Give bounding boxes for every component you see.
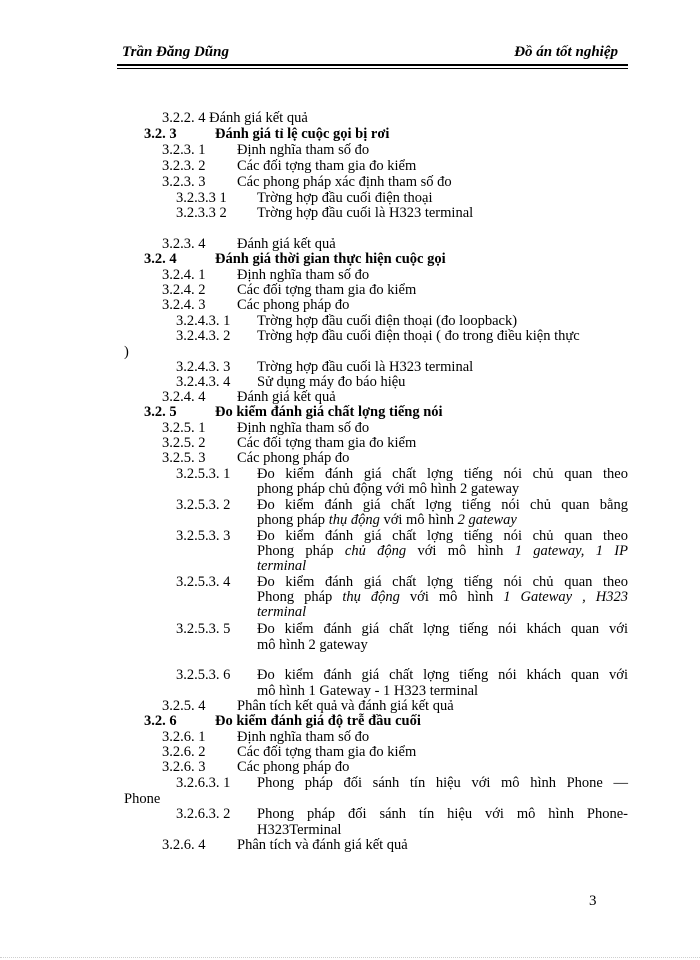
toc-text-line2: phong pháp chủ động với mô hình 2 gateway bbox=[257, 481, 520, 497]
toc-text: Đo kiểm đánh giá chất lợng tiếng nói khách quan với bbox=[257, 621, 628, 637]
toc-number: 3.2.5.3. 1 bbox=[176, 466, 231, 482]
toc-heading-text: Đo kiểm đánh giá độ trễ đầu cuối bbox=[215, 713, 421, 729]
toc-number: 3.2. 3 bbox=[144, 126, 177, 142]
toc-heading-text: Đánh giá tỉ lệ cuộc gọi bị rơi bbox=[215, 126, 390, 142]
toc-text: Sử dụng máy đo báo hiệu bbox=[257, 374, 406, 390]
toc-number: 3.2.5. 4 bbox=[162, 698, 206, 714]
toc-number: 3.2. 5 bbox=[144, 404, 177, 420]
toc-number: 3.2.5. 3 bbox=[162, 450, 206, 466]
toc-entry bbox=[162, 110, 308, 126]
text-run: với mô hình bbox=[379, 512, 458, 528]
toc-number: 3.2.5.3. 5 bbox=[176, 621, 231, 637]
text-run-italic: 1 gateway, 1 IP bbox=[514, 543, 628, 559]
text-run: Phong pháp bbox=[257, 589, 343, 605]
text-run-italic: 2 gateway bbox=[457, 512, 517, 528]
text-run-italic: 1 Gateway , H323 bbox=[503, 589, 628, 605]
toc-text: Các đối tợng tham gia đo kiểm bbox=[237, 744, 417, 760]
toc-number: 3.2.2. 4 bbox=[162, 110, 206, 126]
page-bottom-edge bbox=[0, 957, 700, 958]
toc-text: Các phong pháp đo bbox=[237, 297, 350, 313]
text-run: phong pháp bbox=[257, 512, 329, 528]
toc-number: 3.2.5. 1 bbox=[162, 420, 206, 436]
toc-text: Trờng hợp đầu cuối điện thoại (đo loopback) bbox=[257, 313, 518, 329]
toc-text-line2: mô hình 1 Gateway - 1 H323 terminal bbox=[257, 683, 479, 699]
toc-text-line3: terminal bbox=[257, 604, 307, 620]
toc-text: Phong pháp đối sánh tín hiệu với mô hình Phone — bbox=[257, 775, 628, 791]
header-title: Đồ án tốt nghiệp bbox=[514, 44, 618, 60]
toc-number: 3.2.6. 3 bbox=[162, 759, 206, 775]
toc-text: Trờng hợp đầu cuối điện thoại ( đo trong điều kiện thực bbox=[257, 328, 580, 344]
toc-number: 3.2.3. 2 bbox=[162, 158, 206, 174]
toc-number: 3.2.4. 1 bbox=[162, 267, 206, 283]
toc-text: Các phong pháp đo bbox=[237, 450, 350, 466]
text-run: với mô hình bbox=[399, 589, 504, 605]
toc-continuation: ) bbox=[124, 344, 129, 360]
toc-text: Đánh giá kết quả bbox=[237, 389, 336, 405]
toc-heading-text: Đo kiểm đánh giá chất lợng tiếng nói bbox=[215, 404, 443, 420]
toc-text: Đo kiểm đánh giá chất lợng tiếng nói chủ quan theo bbox=[257, 574, 628, 590]
toc-number: 3.2.5. 2 bbox=[162, 435, 206, 451]
text-run: Phong pháp bbox=[257, 543, 345, 559]
toc-text: Trờng hợp đầu cuối điện thoại bbox=[257, 190, 433, 206]
toc-number: 3.2.4.3. 2 bbox=[176, 328, 231, 344]
toc-text: Các phong pháp xác định tham số đo bbox=[237, 174, 452, 190]
toc-text: Định nghĩa tham số đo bbox=[237, 729, 370, 745]
header-rule-thin bbox=[117, 68, 628, 69]
toc-number: 3.2.5.3. 3 bbox=[176, 528, 231, 544]
toc-number: 3.2.4.3. 3 bbox=[176, 359, 231, 375]
text-run: với mô hình bbox=[406, 543, 515, 559]
toc-heading bbox=[144, 126, 177, 142]
toc-number: 3.2.3.3 2 bbox=[176, 205, 227, 221]
toc-text: Định nghĩa tham số đo bbox=[237, 267, 370, 283]
toc-number: 3.2.3.3 1 bbox=[176, 190, 227, 206]
toc-text: Trờng hợp đầu cuối là H323 terminal bbox=[257, 359, 474, 375]
toc-text-line2 bbox=[257, 589, 628, 605]
toc-text: Đo kiểm đánh giá chất lợng tiếng nói chủ quan bằng bbox=[257, 497, 628, 513]
toc-text: Định nghĩa tham số đo bbox=[237, 142, 370, 158]
toc-number: 3.2.5.3. 2 bbox=[176, 497, 231, 513]
toc-number: 3.2.3. 1 bbox=[162, 142, 206, 158]
toc-text: Định nghĩa tham số đo bbox=[237, 420, 370, 436]
toc-number: 3.2.4. 2 bbox=[162, 282, 206, 298]
toc-text: Các phong pháp đo bbox=[237, 759, 350, 775]
toc-text-line2: mô hình 2 gateway bbox=[257, 637, 368, 653]
toc-text-line2 bbox=[257, 512, 517, 528]
toc-text-line3: terminal bbox=[257, 558, 307, 574]
toc-number: 3.2.5.3. 6 bbox=[176, 667, 231, 683]
header-author: Trần Đăng Dũng bbox=[122, 44, 229, 60]
toc-number: 3.2.6. 4 bbox=[162, 837, 206, 853]
toc-number: 3.2.3. 4 bbox=[162, 236, 206, 252]
toc-text: Đo kiểm đánh giá chất lợng tiếng nói khách quan với bbox=[257, 667, 628, 683]
toc-number: 3.2.6.3. 1 bbox=[176, 775, 231, 791]
toc-text: Đánh giá kết quả bbox=[237, 236, 336, 252]
toc-number: 3.2.4.3. 1 bbox=[176, 313, 231, 329]
toc-continuation: H323Terminal bbox=[257, 822, 342, 838]
toc-text-line2 bbox=[257, 543, 628, 559]
text-run-italic: thụ động bbox=[342, 589, 400, 605]
toc-number: 3.2.6. 1 bbox=[162, 729, 206, 745]
toc-number: 3.2.6. 2 bbox=[162, 744, 206, 760]
toc-number: 3.2.3. 3 bbox=[162, 174, 206, 190]
toc-number: 3.2. 6 bbox=[144, 713, 177, 729]
toc-text: Phân tích và đánh giá kết quả bbox=[237, 837, 408, 853]
page-number: 3 bbox=[589, 893, 597, 909]
toc-text: Phong pháp đối sánh tín hiệu với mô hình Phone- bbox=[257, 806, 628, 822]
text-run-italic: thụ động bbox=[328, 512, 380, 528]
toc-text: Phân tích kết quả và đánh giá kết quả bbox=[237, 698, 454, 714]
toc-number: 3.2.4. 3 bbox=[162, 297, 206, 313]
text-run-italic: chủ động bbox=[344, 543, 407, 559]
toc-text: Các đối tợng tham gia đo kiểm bbox=[237, 435, 417, 451]
toc-text: Đo kiểm đánh giá chất lợng tiếng nói chủ quan theo bbox=[257, 466, 628, 482]
toc-text: Đánh giá kết quả bbox=[209, 110, 308, 126]
header-rule bbox=[117, 64, 628, 66]
toc-number: 3.2.6.3. 2 bbox=[176, 806, 231, 822]
toc-number: 3.2.4.3. 4 bbox=[176, 374, 231, 390]
toc-heading-text: Đánh giá thời gian thực hiện cuộc gọi bbox=[215, 251, 446, 267]
toc-continuation: Phone bbox=[124, 791, 161, 807]
toc-text: Đo kiểm đánh giá chất lợng tiếng nói chủ quan theo bbox=[257, 528, 628, 544]
toc-number: 3.2. 4 bbox=[144, 251, 177, 267]
toc-number: 3.2.4. 4 bbox=[162, 389, 206, 405]
toc-text: Các đối tợng tham gia đo kiểm bbox=[237, 282, 417, 298]
toc-text: Các đối tợng tham gia đo kiểm bbox=[237, 158, 417, 174]
toc-number: 3.2.5.3. 4 bbox=[176, 574, 231, 590]
toc-text: Trờng hợp đầu cuối là H323 terminal bbox=[257, 205, 474, 221]
